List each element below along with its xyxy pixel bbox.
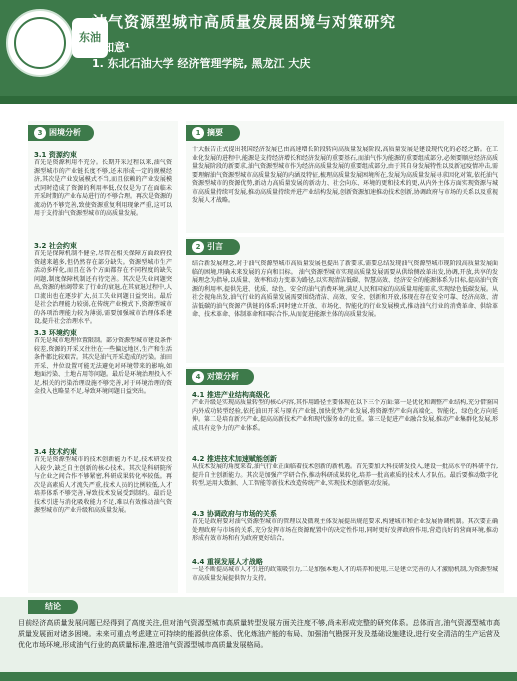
- section-3-number: 3: [34, 127, 46, 139]
- subsection-4-4-body: 一是不断提高城市人才引进的政策吸引力,二是加强本地人才的培养和使用,三是建立完善的人才激励机制,为资源型城市高质量发展提供智力支持。: [192, 566, 498, 582]
- subsection-3-3-title: 3.3 环境约束: [34, 329, 77, 337]
- conclusion-header: 结论: [28, 600, 78, 614]
- subsection-3-4-title: 3.4 技术约束: [34, 448, 77, 456]
- seal-ring: [14, 17, 66, 69]
- subsection-4-3-title: 4.3 协调政府与市场的关系: [192, 510, 277, 518]
- poster-title: 油气资源型城市高质量发展困境与对策研究: [92, 13, 397, 31]
- conclusion-body: 目前经济高质量发展问题已经得到了高度关注,但对油气资源型城市高质量转型发展方面关注度不够,尚未形成完整的研究体系。总体而言,油气资源型城市高质量发展面对诸多困境。未来可重点考虑建立可持续的能源供应体系、优化炼油产能的布局、加强油气勘探开发及基础设施建设,进行安全清洁的生产运营及优化市场环境,形成油气行业的高质量标准,推进油气资源型城市高质量发展格局。: [18, 619, 500, 649]
- footer-bar: [0, 672, 517, 681]
- section-3-header: [28, 125, 94, 141]
- section-3-title: 困境分析: [49, 128, 81, 137]
- subsection-4-2-title: 4.2 推进技术加速赋能创新: [192, 455, 277, 463]
- header-banner: [0, 0, 517, 104]
- author-affiliation: 1. 东北石油大学 经济管理学院, 黑龙江 大庆: [92, 57, 311, 70]
- subsection-4-2-body: 从技术发展的角度来看,油气行业正面临着技术创新的新机遇。首先要加大科技研发投入,建设一批高水平的科研平台,提升自主创新能力。其次是加强产学研合作,推动科研成果转化,培养一批高素质的技术人才队伍。最后要推动数字化转型,运用大数据、人工智能等新技术改造传统产业,实现技术创新驱动发展。: [192, 463, 498, 487]
- section-1-body: 十大报告正式提出我国经济发展已由高速增长阶段转向高质量发展阶段,高质量发展是建设现代化的必经之路。在工业化发展的进程中,能源是支持经济增长和经济发展的重要基石,而油气作为能源的重要组成部分,必须要顺应经济高质量发展阶段的新要求,油气资源型城市作为经济高质量发展的重要组成部分,由于其自身发展特性以及新冠疫情冲击,需要理解油气资源型城市高质量发展的内涵及特征,梳理高质量发展困境所在,发展为高质量发展寻求因化对策,依托油气资源型城市的资源优势,新动力高质量发展的新动力、社会向东、环境的更和技术的更,从内外主体方面实现资源与城市高质量持续可发展,推动高质量持续并进产业结构发展,创新资源加速推动技术创新,协调政府与市场的关系以及重视发展人才战略。: [192, 146, 498, 204]
- subsection-3-2-body: 首先是保障机制不健全,尽管在相关保障方面政府投资越来越多,但仍然存在部分缺失。资源型城市生产活动多样化,而且在各个方面都存在不同程度的缺失问题,制度保障机制还有待完善。其次是失业问题突出,资源的枯竭带来了行业的衰退,在其衰退过程中,人口流出也在逐步扩大,员工失业问题日益突出。最后是社会治理能力较弱,在传统产业模式下,资源型城市的各项治理能力较为薄弱,需要加强城市治理体系建设,提升社会治理水平。: [34, 250, 172, 325]
- section-2-header: [186, 239, 240, 255]
- section-4-header: [186, 369, 254, 385]
- section-4-number: 4: [192, 371, 204, 383]
- section-4-title: 对策分析: [207, 372, 239, 381]
- section-1-title: 摘要: [207, 128, 223, 137]
- section-2-body: 结合新发展理念,对于油气资源型城市高质量发展也提出了新要求,需要总结发现油气资源型城市现阶段高质量发展面临的困境,明确未来发展的方向和目标。 油气资源型城市实现高质量发展需要从供给侧改革出发,协调,开放,共享的发展理念为指导,以质量、效率和动力变革为路径,以实现清洁低碳、智慧高效、经济安全的能源体系为目标,提高油气资源的利用率,提供先进、优质、绿色、安全的油气消费环境,满足人民和国家的高质量用能需求,实现绿色低碳发展。从社会视角出发,油气行业的高质量发展需要围绕清洁、高效、安全、创新和开放,体现在存在安全可靠、经济高效、清洁低碳的油气资源产供链的体系;同时建立开放、市场化、智能化的行业发展模式,推动油气行业的消费革命、供给革命、技术革命、体制革命和国际合作,从而促进能源主体的高质量发展。: [192, 260, 498, 318]
- subsection-3-4-body: 首先是资源型城市的技术创新能力不足,技术研发投入较少,缺乏自主创新的核心技术。其次是科研院所与企业之间合作不够紧密,科研成果转化率较低。再次是高素质人才流失严重,技术人员的比例较低,人才培养体系不够完善,导致技术发展受到制约。最后是技术引进与消化吸收能力不足,难以有效推动油气资源型城市的产业升级和高质量发展。: [34, 456, 172, 514]
- school-logo-text: 东油: [79, 31, 101, 44]
- section-2-title: 引言: [207, 242, 223, 251]
- subsection-4-1-body: 产业升级是实现高质量转型的核心内容,其作用路径主要体现在以下三个方面:第一是优化和调整产业结构,充分借鉴国内外成功转型经验,依托油田开采与原有产业链,加快优势产业发展,将资源型产业向高端化、智能化、绿色化方向延伸。第二是培育新兴产业,提高高新技术产业和现代服务业的比重。第三是促进产业融合发展,推动产业集群化发展,形成具有竞争力的产业体系。: [192, 399, 498, 432]
- subsection-3-2-title: 3.2 社会约束: [34, 242, 77, 250]
- university-seal-icon: [6, 9, 74, 77]
- subsection-3-3-body: 首先是城市地理位置限制。部分资源型城市建设条件较差,资源的开采又往往在一些偏远地区,生产和生活条件都比较艰苦。其次是油气开采造成的污染。油田开采、井位设置可能无法避免对环境带来的影响,如地面污染、土地占用等问题。最后是环境治理投入不足,相关的污染治理设施不够完善,对于环境治理的资金投入也略显不足,导致环境问题日益突出。: [34, 337, 172, 395]
- subsection-4-3-body: 首先是政府要对油气资源型城市的管理以及微观主体发展提出规范要求,构建城市和企业发展协调机制。其次要正确处理政府与市场的关系,充分发挥市场在资源配置中的决定性作用,同时更好发挥政府作用,营造良好的营商环境,推动形成有效市场和有为政府更好结合。: [192, 518, 498, 542]
- subsection-4-4-title: 4.4 重视发展人才战略: [192, 558, 263, 566]
- section-2-number: 2: [192, 241, 204, 253]
- author-name: 王知意¹: [92, 41, 130, 54]
- section-1-header: [186, 125, 240, 141]
- section-1-number: 1: [192, 127, 204, 139]
- subsection-4-1-title: 4.1 推进产业结构高级化: [192, 391, 270, 399]
- subsection-3-1-body: 首先是资源利用不充分。长期开采过程以来,油气资源型城市的产业链长度不够,还未形成一定的规模经济,其次是产业发展模式不当,而且依赖的产业发展模式同时造成了资源的利用率低,仅仅是为了在面临未开采时期的产业布局进行的不够合理。再次是资源的流动仍不够完善,致使资源重复利用现象严重,这可以用于支持油气资源型城市的高质量发展。: [34, 159, 172, 217]
- subsection-3-1-title: 3.1 资源约束: [34, 151, 77, 159]
